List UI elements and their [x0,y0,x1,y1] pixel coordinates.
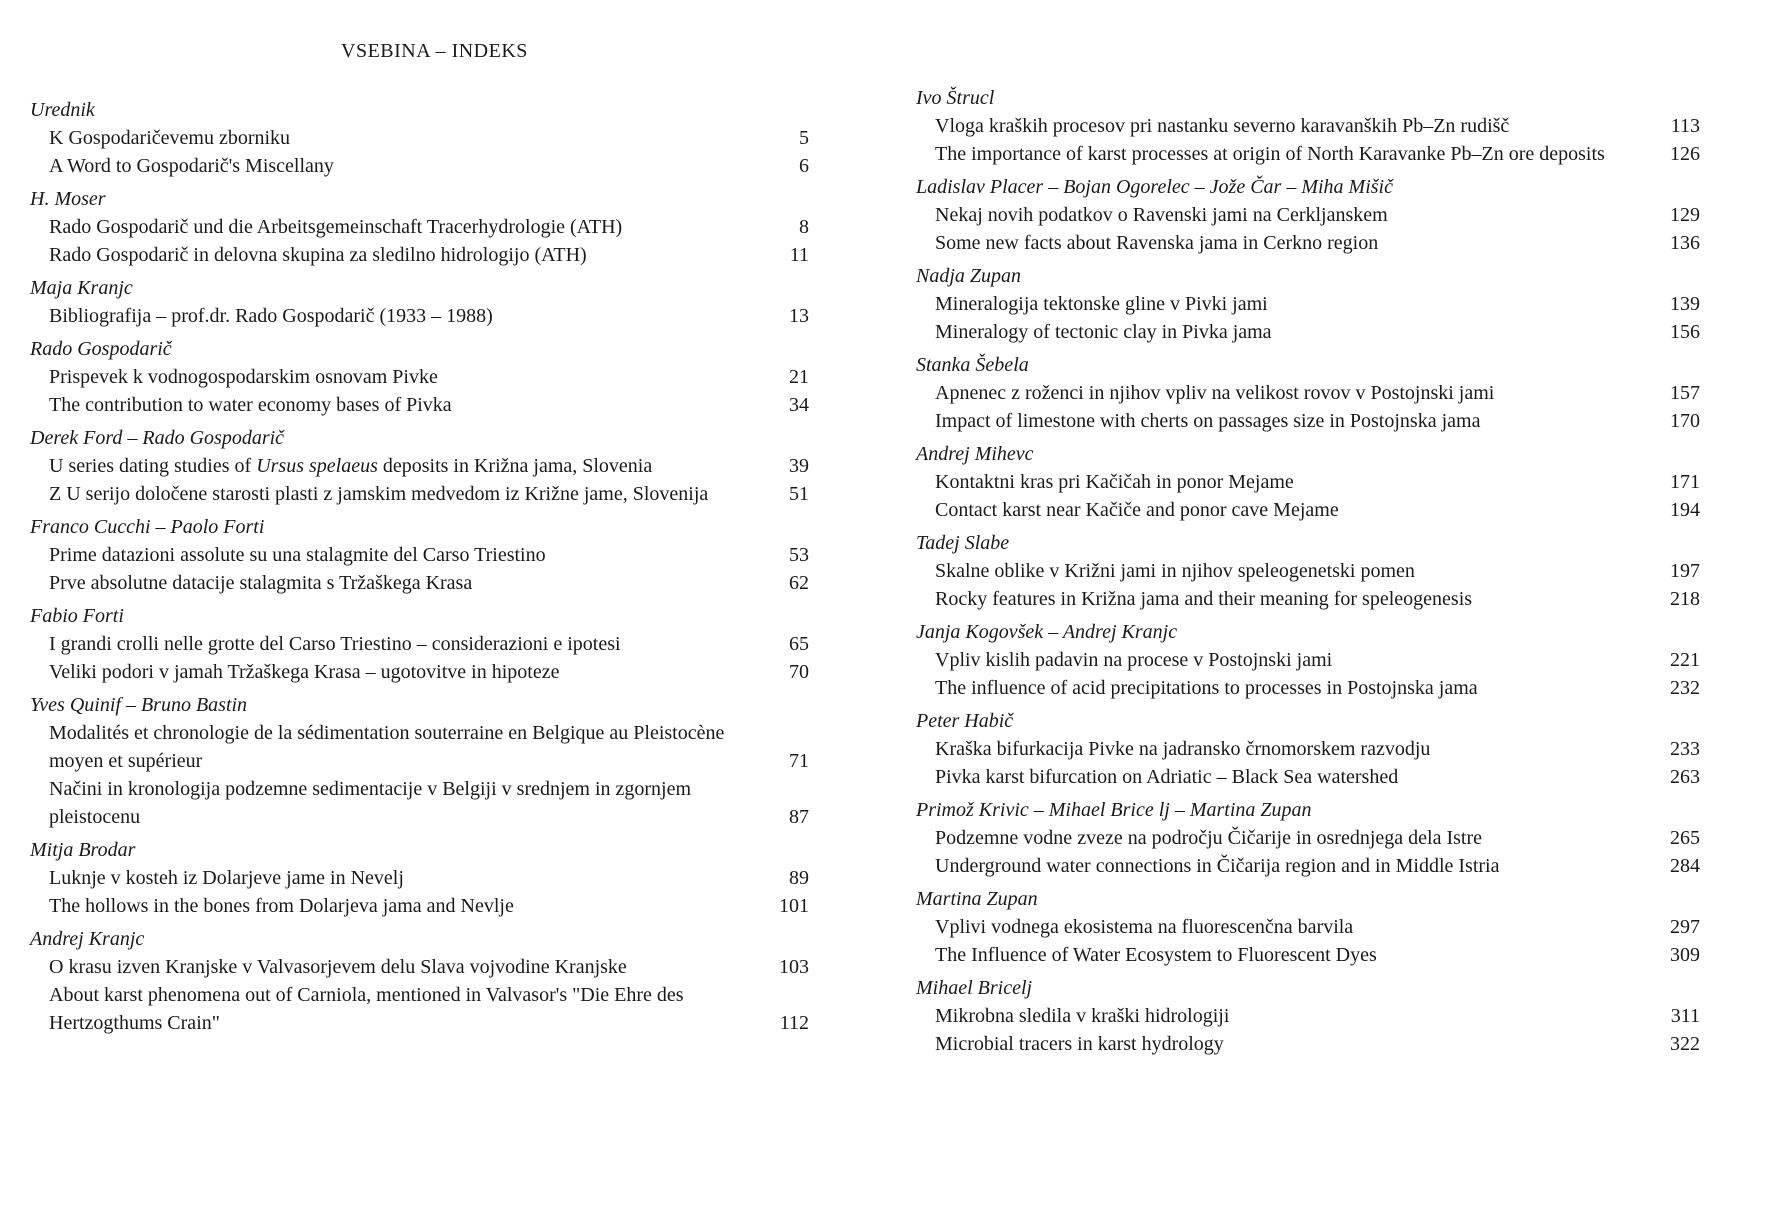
page-number: 13 [789,305,809,327]
toc-entry [49,630,865,658]
entry-title: Z U serijo določene starosti plasti z jamskim medvedom iz Križne jame, Slovenija [49,483,709,505]
page-title: VSEBINA – INDEKS [341,40,528,62]
toc-entry [49,775,865,831]
page-number: 62 [789,572,809,594]
entry-title-part: deposits in Križna jama, Slovenia [377,455,653,477]
toc-column-right [916,84,1748,1063]
toc-section [30,836,865,920]
toc-entry [935,1002,1748,1030]
toc-entry [935,201,1748,229]
page-number: 218 [1670,588,1700,610]
author-name: Mitja Brodar [30,839,136,861]
author-name: Rado Gospodarič [30,338,172,360]
toc-entry [49,241,865,269]
entry-title: The influence of acid precipitations to processes in Postojnska jama [935,677,1478,699]
page-number: 265 [1670,827,1700,849]
author-name: Urednik [30,99,95,121]
page-number: 232 [1670,677,1700,699]
page-number: 221 [1670,649,1700,671]
entry-title: Prve absolutne datacije stalagmita s Tržaškega Krasa [49,572,473,594]
entry-title: I grandi crolli nelle grotte del Carso Triestino – considerazioni e ipotesi [49,633,621,655]
author-name: Stanka Šebela [916,354,1029,376]
page-number: 233 [1670,738,1700,760]
entry-title: Some new facts about Ravenska jama in Cerkno region [935,232,1379,254]
toc-entry [935,735,1748,763]
entry-title: Mineralogija tektonske gline v Pivki jami [935,293,1268,315]
toc-section [916,885,1748,969]
entry-title: Contact karst near Kačiče and ponor cave Mejame [935,499,1339,521]
author-name: Andrej Kranjc [30,928,145,950]
toc-section [30,602,865,686]
page-number: 113 [1670,115,1700,137]
page-number: 136 [1670,232,1700,254]
toc-entry [49,391,865,419]
page-number: 297 [1670,916,1700,938]
toc-entry [49,658,865,686]
author-name: Martina Zupan [916,888,1038,910]
page-number: 309 [1670,944,1700,966]
toc-entry [935,112,1748,140]
toc-section [916,618,1748,702]
entry-title: The hollows in the bones from Dolarjeva jama and Nevlje [49,895,514,917]
author-name: Maja Kranjc [30,277,133,299]
author-name: Yves Quinif – Bruno Bastin [30,694,248,716]
entry-title: Mikrobna sledila v kraški hidrologiji [935,1005,1230,1027]
toc-entry [49,302,865,330]
author-name: Derek Ford – Rado Gospodarič [30,427,285,449]
entry-title: The Influence of Water Ecosystem to Fluorescent Dyes [935,944,1377,966]
entry-title: Vplivi vodnega ekosistema na fluorescenčna barvila [935,916,1354,938]
page-number: 311 [1670,1005,1700,1027]
entry-title: Microbial tracers in karst hydrology [935,1033,1224,1055]
entry-title: Prime datazioni assolute su una stalagmite del Carso Triestino [49,544,546,566]
entry-title: Veliki podori v jamah Tržaškega Krasa – ugotovitve in hipoteze [49,661,560,683]
page-number: 87 [789,806,809,828]
page-number: 103 [779,956,809,978]
entry-title: Modalités et chronologie de la sédimentation souterraine en Belgique au Pleistocène moyen et supérieur [49,722,725,772]
toc-section [916,707,1748,791]
toc-section [30,513,865,597]
entry-title-part: U series dating studies of [49,455,257,477]
toc-section [916,351,1748,435]
toc-entry [49,892,865,920]
entry-title: Mineralogy of tectonic clay in Pivka jama [935,321,1272,343]
entry-title: Skalne oblike v Križni jami in njihov speleogenetski pomen [935,560,1415,582]
entry-title: Bibliografija – prof.dr. Rado Gospodarič (1933 – 1988) [49,305,493,327]
toc-section [916,440,1748,524]
author-name: Fabio Forti [30,605,124,627]
author-name: Peter Habič [916,710,1014,732]
page-number: 263 [1670,766,1700,788]
page-number: 194 [1670,499,1700,521]
page-number: 129 [1670,204,1700,226]
toc-entry [935,379,1748,407]
toc-entry [935,824,1748,852]
toc-entry [935,290,1748,318]
toc-section [916,173,1748,257]
toc-entry [935,557,1748,585]
entry-title: Rado Gospodarič in delovna skupina za sledilno hidrologijo (ATH) [49,244,587,266]
page-number: 71 [789,750,809,772]
toc-section [916,974,1748,1058]
toc-entry [49,719,865,775]
entry-title: Vloga kraških procesov pri nastanku severno karavanških Pb–Zn rudišč [935,115,1510,137]
entry-title: About karst phenomena out of Carniola, mentioned in Valvasor's "Die Ehre des Hertzogthums Crain" [49,984,684,1034]
toc-section [916,529,1748,613]
toc-entry [935,407,1748,435]
page-number: 156 [1670,321,1700,343]
toc-entry [935,140,1748,168]
toc-entry [935,674,1748,702]
toc-entry [935,229,1748,257]
page-number: 101 [779,895,809,917]
page-number: 39 [789,455,809,477]
entry-title: Načini in kronologija podzemne sedimentacije v Belgiji v srednjem in zgornjem pleistocenu [49,778,692,828]
toc-entry [49,124,865,152]
page-number: 89 [789,867,809,889]
author-name: Ivo Štrucl [916,87,995,109]
page-number: 170 [1670,410,1700,432]
author-name: Tadej Slabe [916,532,1010,554]
toc-entry [49,213,865,241]
page-number: 6 [799,155,809,177]
entry-title: Rado Gospodarič und die Arbeitsgemeinschaft Tracerhydrologie (ATH) [49,216,623,238]
toc-entry [935,318,1748,346]
toc-section [30,335,865,419]
entry-title: Vpliv kislih padavin na procese v Postojnski jami [935,649,1333,671]
author-name: H. Moser [30,188,106,210]
entry-title: The contribution to water economy bases of Pivka [49,394,452,416]
entry-title [49,452,749,480]
toc-entry [935,852,1748,880]
toc-entry [935,468,1748,496]
toc-entry [49,864,865,892]
toc-entry [935,585,1748,613]
toc-column-left [30,96,865,1042]
page-number: 51 [789,483,809,505]
toc-entry [935,646,1748,674]
page-number: 171 [1670,471,1700,493]
toc-entry [49,452,865,480]
toc-entry [935,941,1748,969]
toc-section [30,424,865,508]
page-number: 322 [1670,1033,1700,1055]
author-name: Primož Krivic – Mihael Brice lj – Martina Zupan [916,799,1312,821]
author-name: Andrej Mihevc [916,443,1034,465]
toc-section [916,796,1748,880]
toc-entry [49,569,865,597]
entry-title: Pivka karst bifurcation on Adriatic – Black Sea watershed [935,766,1399,788]
entry-title: The importance of karst processes at origin of North Karavanke Pb–Zn ore deposits [935,143,1605,165]
entry-title: K Gospodaričevemu zborniku [49,127,291,149]
page-number: 139 [1670,293,1700,315]
entry-title: Prispevek k vodnogospodarskim osnovam Pivke [49,366,438,388]
toc-entry [49,363,865,391]
toc-entry [935,496,1748,524]
author-name: Franco Cucchi – Paolo Forti [30,516,265,538]
author-name: Mihael Bricelj [916,977,1033,999]
toc-section [30,96,865,180]
author-name: Ladislav Placer – Bojan Ogorelec – Jože Čar – Miha Mišič [916,176,1393,198]
toc-section [916,84,1748,168]
page-number: 11 [789,244,809,266]
toc-section [30,691,865,831]
toc-entry [49,981,865,1037]
page-number: 126 [1670,143,1700,165]
entry-title: Rocky features in Križna jama and their meaning for speleogenesis [935,588,1473,610]
author-name: Nadja Zupan [916,265,1022,287]
toc-section [30,274,865,330]
page-number: 5 [799,127,809,149]
toc-entry [49,152,865,180]
entry-title: Kraška bifurkacija Pivke na jadransko črnomorskem razvodju [935,738,1431,760]
toc-section [916,262,1748,346]
entry-title: Podzemne vodne zveze na področju Čičarije in osrednjega dela Istre [935,827,1483,849]
page-number: 21 [789,366,809,388]
page-number: 112 [779,1012,809,1034]
toc-entry [49,480,865,508]
toc-section [30,925,865,1037]
entry-title: Underground water connections in Čičarija region and in Middle Istria [935,855,1500,877]
toc-section [30,185,865,269]
entry-title: Nekaj novih podatkov o Ravenski jami na Cerkljanskem [935,204,1388,226]
page-number: 53 [789,544,809,566]
toc-entry [935,913,1748,941]
page-number: 65 [789,633,809,655]
author-name: Janja Kogovšek – Andrej Kranjc [916,621,1178,643]
toc-entry [935,1030,1748,1058]
entry-title-part: Ursus spelaeus [256,455,378,477]
page-number: 197 [1670,560,1700,582]
entry-title: Luknje v kosteh iz Dolarjeve jame in Nevelj [49,867,404,889]
page-number: 284 [1670,855,1700,877]
page-number: 34 [789,394,809,416]
toc-entry [935,763,1748,791]
entry-title: Kontaktni kras pri Kačičah in ponor Mejame [935,471,1294,493]
entry-title: Impact of limestone with cherts on passages size in Postojnska jama [935,410,1481,432]
page-number: 70 [789,661,809,683]
page-number: 157 [1670,382,1700,404]
page-number: 8 [799,216,809,238]
entry-title: Apnenec z roženci in njihov vpliv na velikost rovov v Postojnski jami [935,382,1495,404]
entry-title: A Word to Gospodarič's Miscellany [49,155,334,177]
toc-entry [49,953,865,981]
entry-title: O krasu izven Kranjske v Valvasorjevem delu Slava vojvodine Kranjske [49,956,627,978]
toc-entry [49,541,865,569]
